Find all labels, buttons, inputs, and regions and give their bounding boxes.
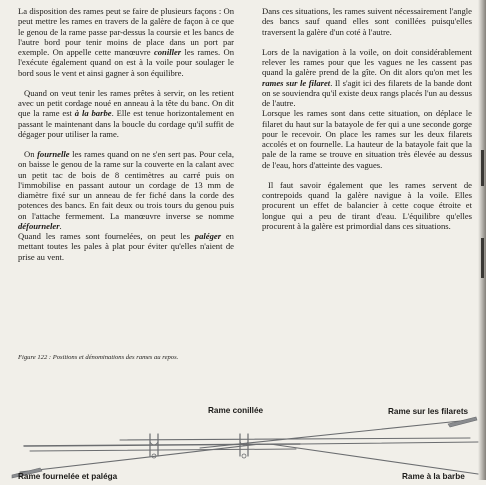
term-emphasis: rames sur le filaret xyxy=(262,77,331,88)
paragraph-paleger: Quand les rames sont fournelées, on peut les paléger en mettant toutes les pales à plat pour éviter qu'elles n'aient de prise au vent. xyxy=(18,231,234,262)
paragraph-situations: Dans ces situations, les rames suivent nécessairement l'angle des bancs sauf quand elles sont conillées puisqu'elles traversent la galère d'un coté à l'autre. xyxy=(262,6,472,37)
hull-rail-right xyxy=(300,442,478,444)
scan-edge-mark xyxy=(481,238,484,278)
paragraph-contrepoids: Il faut savoir également que les rames servent de contrepoids quand la galère navigue à la voile. Elles procurent un effet de balancier à cette coque étroite et longue qui a peu de tirant d'eau. L'équilibre qu'elles procurent à la galère est primordial dans ces situations. xyxy=(262,179,472,231)
figure-caption: Figure 122 : Positions et dénominations des rames au repos. xyxy=(18,354,179,361)
oar-fournelee xyxy=(20,444,260,472)
paragraph-batayole: Lorsque les rames sont dans cette situation, on déplace le filaret du haut sur la batayole de fer qui a une seconde gorge pour le recevoir. On place les rames sur les deux filarets accolés et on fournelle. La hauteur de la batayole fait que la pale de la rame se trouve en situation très élevée au dessus de l'eau, hors d'atteinte des vagues. xyxy=(262,108,472,170)
scan-edge-mark xyxy=(481,150,484,186)
paragraph-coniller: La disposition des rames peut se faire de plusieurs façons : On peut mettre les rames en travers de la galère de façon à ce que le genou de la rame passe par-dessus la coursie et les bancs de l'autre bord pour tenir moins de place dans un port par exemple. On appelle cette manœuvre coniller les rames. On l'exécute également quand on est à la voile pour soulager le bord sous le vent et ainsi gagner à son équilibre. xyxy=(18,6,234,78)
hull-rail-lower xyxy=(30,449,296,451)
term-emphasis: fournelle xyxy=(37,149,70,159)
label-rame-fournelee: Rame fournelée et paléga xyxy=(18,472,118,481)
label-rame-filarets: Rame sur les filarets xyxy=(388,407,469,416)
paragraph-fournelle: On fournelle les rames quand on ne s'en sert pas. Pour cela, on baisse le genou de la rame sur la couverte en la calant avec un petit tac de bois de 8 centimètres au carré puis on l'immobilise en passant autour un cordage de 13 mm de diamètre fixé sur un anneau de fer fiché dans la corde des potences des bancs. En fait deux ou trois tours du genou puis on l'attache fermement. La manœuvre inverse se nomme défourneler. xyxy=(18,149,234,231)
ring xyxy=(242,454,246,458)
left-text-column xyxy=(18,6,234,272)
term-emphasis: à la barbe xyxy=(74,108,112,119)
term-emphasis: paléger xyxy=(194,231,222,241)
oar-barbe xyxy=(270,444,478,474)
right-text-column xyxy=(262,6,472,241)
term-emphasis: défourneler xyxy=(18,220,60,231)
label-rame-barbe: Rame à la barbe xyxy=(402,472,465,481)
paragraph-filaret: Lors de la navigation à la voile, on doit considérablement relever les rames pour que les vagues ne les cassent pas quand la galère prend de la gîte. On dit alors qu'on met les rames sur le filaret. Il s'agit ici des filarets de la bande dont on se souviendra qu'il existe deux rangs placés l'un au dessus de l'autre. xyxy=(262,46,472,108)
term-emphasis: coniller xyxy=(153,47,182,57)
label-rame-conillee: Rame conillée xyxy=(208,406,264,415)
paragraph-a-la-barbe: Quand on veut tenir les rames prêtes à servir, on les retient avec un petit cordage noué en anneau à la tête du banc. On dit que la rame est à la barbe. Elle est tenue horizontalement en passant le maintenant dans la boucle du cordage qu'il suffit de dégager pour utiliser la rame. xyxy=(18,87,234,139)
oar-positions-figure xyxy=(0,398,486,480)
